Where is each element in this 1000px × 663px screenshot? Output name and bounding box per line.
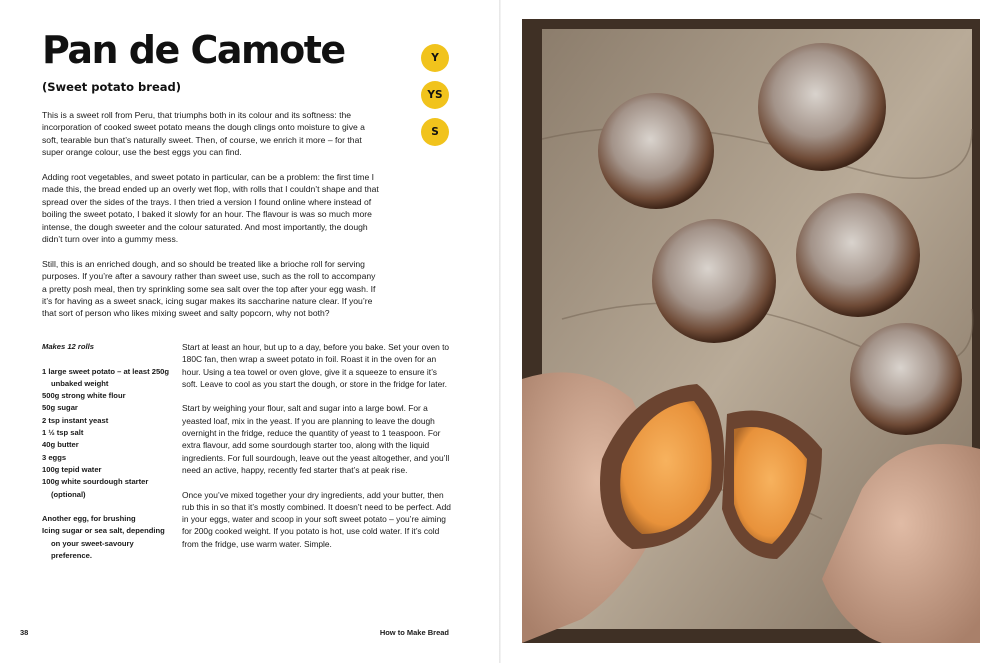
recipe-yield: Makes 12 rolls: [42, 342, 94, 351]
ingredients-column: [42, 341, 172, 575]
badge-yeast: Y: [421, 44, 449, 72]
ingredient-item: 100g tepid water: [42, 464, 102, 474]
sugar-roll: [652, 219, 776, 343]
sugar-roll: [796, 193, 920, 317]
badge-sourdough: S: [421, 118, 449, 146]
page-number: 38: [20, 628, 29, 637]
sugar-roll: [850, 323, 962, 435]
ingredient-item: 2 tsp instant yeast: [42, 415, 109, 425]
intro-text: [42, 109, 382, 332]
finishing-item: Another egg, for brushing: [42, 514, 136, 524]
sugar-roll: [598, 93, 714, 209]
ingredient-item: 3 eggs: [42, 452, 67, 462]
finishing-item: Icing sugar or sea salt, depending on your sweet-savoury preference.: [42, 526, 165, 561]
ingredient-item: 500g strong white flour: [42, 391, 126, 401]
ingredient-item: 40g butter: [42, 440, 79, 450]
method-column: [182, 341, 454, 562]
method-step: Once you’ve mixed together your dry ingredients, add your butter, then rub this in so that it’s mostly combined. It doesn’t need to be perfect. Add in your eggs, water and scoop in your soft sweet potato – you’re aiming for 200g cooked weight. If you potato is hot, use cold water. If it’s cold from the fridge, use warm water. Simple.: [182, 489, 451, 549]
ingredient-item: 1 large sweet potato – at least 250g unbaked weight: [42, 366, 170, 388]
running-footer: How to Make Bread: [379, 628, 449, 637]
intro-paragraph: This is a sweet roll from Peru, that triumphs both in its colour and its softness: the incorporation of cooked sweet potato means the dough clings onto moisture to give a soft, tearable bun that’s naturally sweet. Then, of course, we enrich it more – for that super orange colour, use the best eggs you can find.: [42, 110, 365, 158]
method-step: Start by weighing your flour, salt and sugar into a large bowl. For a yeasted loaf, mix in the yeast. If you are planning to leave the dough overnight in the fridge, reduce the quantity of yeast to 1 teaspoon. For extra flavour, add some sourdough starter too, along with the liquid ingredients. For full sourdough, leave out the yeast altogether, and you’ll need an active, happy, recently fed starter that’s at peak rise.: [182, 403, 450, 475]
method-step: Start at least an hour, but up to a day, before you bake. Set your oven to 180C fan, then wrap a sweet potato in foil. Roast it in the oven for an hour. Using a tea towel or oven glove, give it a squeeze to ensure it’s soft. Leave to cool as you start the dough, or store in the fridge for later.: [182, 342, 450, 389]
sugar-roll: [758, 43, 886, 171]
recipe-title: Pan de Camote: [42, 28, 345, 72]
intro-paragraph: Adding root vegetables, and sweet potato in particular, can be a problem: the first time I made this, the bread ended up an overly wet flop, with rolls that I couldn’t shape and that spread over the sides of the trays. I then tried a version I found online where instead of boiling the sweet potato, I baked it slowly for an hour. The flavour is was so much more intense, the dough sweeter and the colour saturated. And most importantly, the dough didn’t turn over into a gummy mess.: [42, 172, 379, 245]
finishing-list: [42, 513, 172, 562]
ingredient-item: 1 ½ tsp salt: [42, 428, 84, 438]
recipe-subtitle: (Sweet potato bread): [42, 80, 182, 94]
badge-yeast-sourdough: YS: [421, 81, 449, 109]
ingredient-list: [42, 366, 172, 501]
ingredient-item: 50g sugar: [42, 403, 78, 413]
bread-photo: [522, 19, 980, 643]
right-page: [501, 0, 1000, 663]
intro-paragraph: Still, this is an enriched dough, and so should be treated like a brioche roll for serving purposes. If you’re after a savoury rather than sweet use, such as the roll to accompany a pretty posh meal, then try sprinkling some sea salt over the top after your egg wash. If it’s for having as a sweet snack, icing sugar makes its saccharine nature clear. If you’re that sort of person who likes mixing sweet and salty popcorn, why not both?: [42, 258, 376, 319]
bread-photo-illustration: [522, 19, 980, 643]
ingredient-item: 100g white sourdough starter (optional): [42, 477, 149, 499]
dietary-badges: [421, 44, 449, 155]
